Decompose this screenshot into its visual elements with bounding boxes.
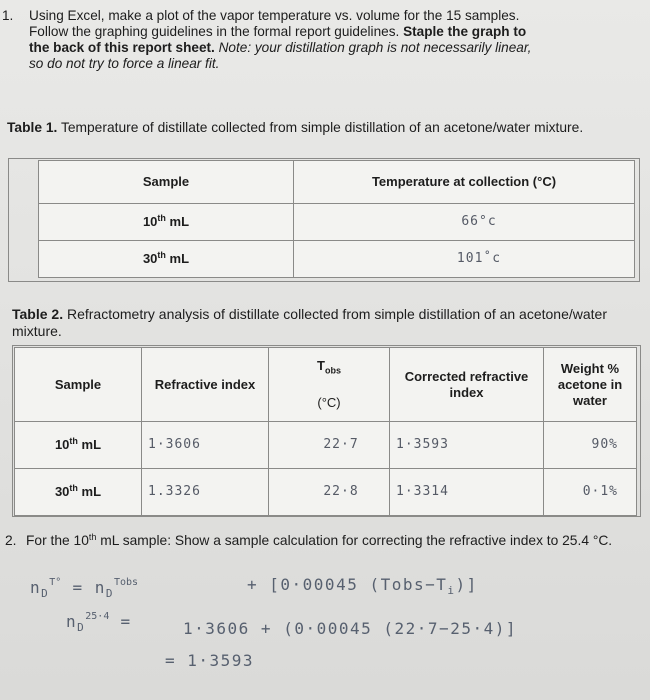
question-1-line1: Using Excel, make a plot of the vapor temperature vs. volume for the 15 samples. <box>29 8 520 23</box>
calc-end: )] <box>455 575 478 594</box>
calc-n2-sub: D <box>105 587 114 600</box>
t1r2-sup: th <box>157 250 166 260</box>
table-2-header-refractive-index: Refractive index <box>142 348 269 422</box>
calc-n-sub: D <box>41 587 50 600</box>
table-2-row-refractive-index: 1.3326 <box>142 469 269 516</box>
table-2-header-weight-percent: Weight % acetone in water <box>544 348 637 422</box>
table-2-row-sample <box>15 422 142 469</box>
table-1-row-sample <box>39 204 294 241</box>
calc-n2-sup: Tobs <box>113 577 139 588</box>
question-2 <box>5 532 641 549</box>
table-2-row-corrected-index: 1·3593 <box>390 422 544 469</box>
table-2-header-tobs <box>269 348 390 422</box>
calc-line-1-rest <box>247 575 478 597</box>
table-2-row-tobs: 22·7 <box>269 422 390 469</box>
calc-line-3 <box>165 651 254 670</box>
table-2-header-sample: Sample <box>15 348 142 422</box>
t2r1-num: 10 <box>54 437 70 452</box>
question-1-note-end: so do not try to force a linear fit. <box>29 56 220 71</box>
table-1-header-sample: Sample <box>39 161 294 204</box>
calc2-n-sup: 25·4 <box>85 611 110 622</box>
question-2-sup: th <box>88 532 97 542</box>
table-2-row-sample <box>15 469 142 516</box>
question-1-text <box>29 8 638 72</box>
question-1-note: Note: your distillation graph is not necessarily linear, <box>214 40 532 55</box>
table-1-label: Table 1. <box>7 120 58 135</box>
t2r1-unit: mL <box>77 437 102 452</box>
calc-n-sup: T° <box>49 577 62 588</box>
calc3: = 1·3593 <box>165 651 255 670</box>
table-2-row-corrected-index: 1·3314 <box>390 469 544 516</box>
t1r2-unit: mL <box>165 251 190 266</box>
t1r1-unit: mL <box>165 214 190 229</box>
table-1-header-temperature: Temperature at collection (°C) <box>294 161 635 204</box>
table-1-caption <box>7 120 637 136</box>
t2r2-sup: th <box>69 483 78 493</box>
question-1-bold-b: the back of this report sheet. <box>29 40 215 55</box>
table-2-header-corrected-index: Corrected refractive index <box>390 348 544 422</box>
calc2-eq: = <box>109 612 132 631</box>
tobs-unit: (°C) <box>317 394 341 410</box>
question-1 <box>2 8 638 72</box>
table-1 <box>38 160 635 278</box>
table-2-row-weight-percent: 90% <box>544 422 637 469</box>
table-2-caption <box>12 306 640 340</box>
calc-n2: n <box>94 578 106 597</box>
t2r1-sup: th <box>69 436 78 446</box>
t1r2-num: 30 <box>142 251 158 266</box>
tobs-sub: obs <box>324 365 341 376</box>
calc2-rest: 1·3606 + (0·00045 (22·7−25·4)] <box>183 619 517 638</box>
t1r1-sup: th <box>157 213 166 223</box>
table-2-label: Table 2. <box>12 306 64 322</box>
question-2-text-b: mL sample: Show a sample calculation for correcting the refractive index to 25.4 °C. <box>96 533 613 548</box>
table-1-row-temperature: 101˚c <box>294 241 635 278</box>
calc2-n: n <box>66 612 78 631</box>
t2r2-num: 30 <box>54 484 70 499</box>
table-1-row-temperature: 66°c <box>294 204 635 241</box>
table-2-row-tobs: 22·8 <box>269 469 390 516</box>
calc-rest: + [0·00045 (Tobs−T <box>247 575 448 594</box>
table-2-caption-text: Refractometry analysis of distillate collected from simple distillation of an acetone/water mixture. <box>12 306 608 339</box>
calc-line-2-rest <box>183 619 517 638</box>
calc-n: n <box>30 578 42 597</box>
calc-i: i <box>447 584 456 597</box>
calc-line-2 <box>66 611 132 634</box>
question-2-text-a: For the 10 <box>26 533 89 548</box>
calc2-n-sub: D <box>77 621 86 634</box>
question-1-line2: Follow the graphing guidelines in the formal report guidelines. <box>29 24 404 39</box>
question-2-number: 2. <box>5 533 17 548</box>
table-1-caption-text: Temperature of distillate collected from simple distillation of an acetone/water mixture. <box>57 120 584 135</box>
table-1-row-sample <box>39 241 294 278</box>
t2r2-unit: mL <box>77 484 102 499</box>
calc-eq: = <box>61 578 95 597</box>
table-2 <box>14 347 637 516</box>
table-2-row-refractive-index: 1·3606 <box>142 422 269 469</box>
calc-line-1 <box>30 577 138 600</box>
table-2-row-weight-percent: 0·1% <box>544 469 637 516</box>
tobs-main: T <box>317 358 325 374</box>
t1r1-num: 10 <box>142 214 158 229</box>
question-1-bold-a: Staple the graph to <box>403 24 527 39</box>
question-1-number: 1. <box>2 8 14 23</box>
